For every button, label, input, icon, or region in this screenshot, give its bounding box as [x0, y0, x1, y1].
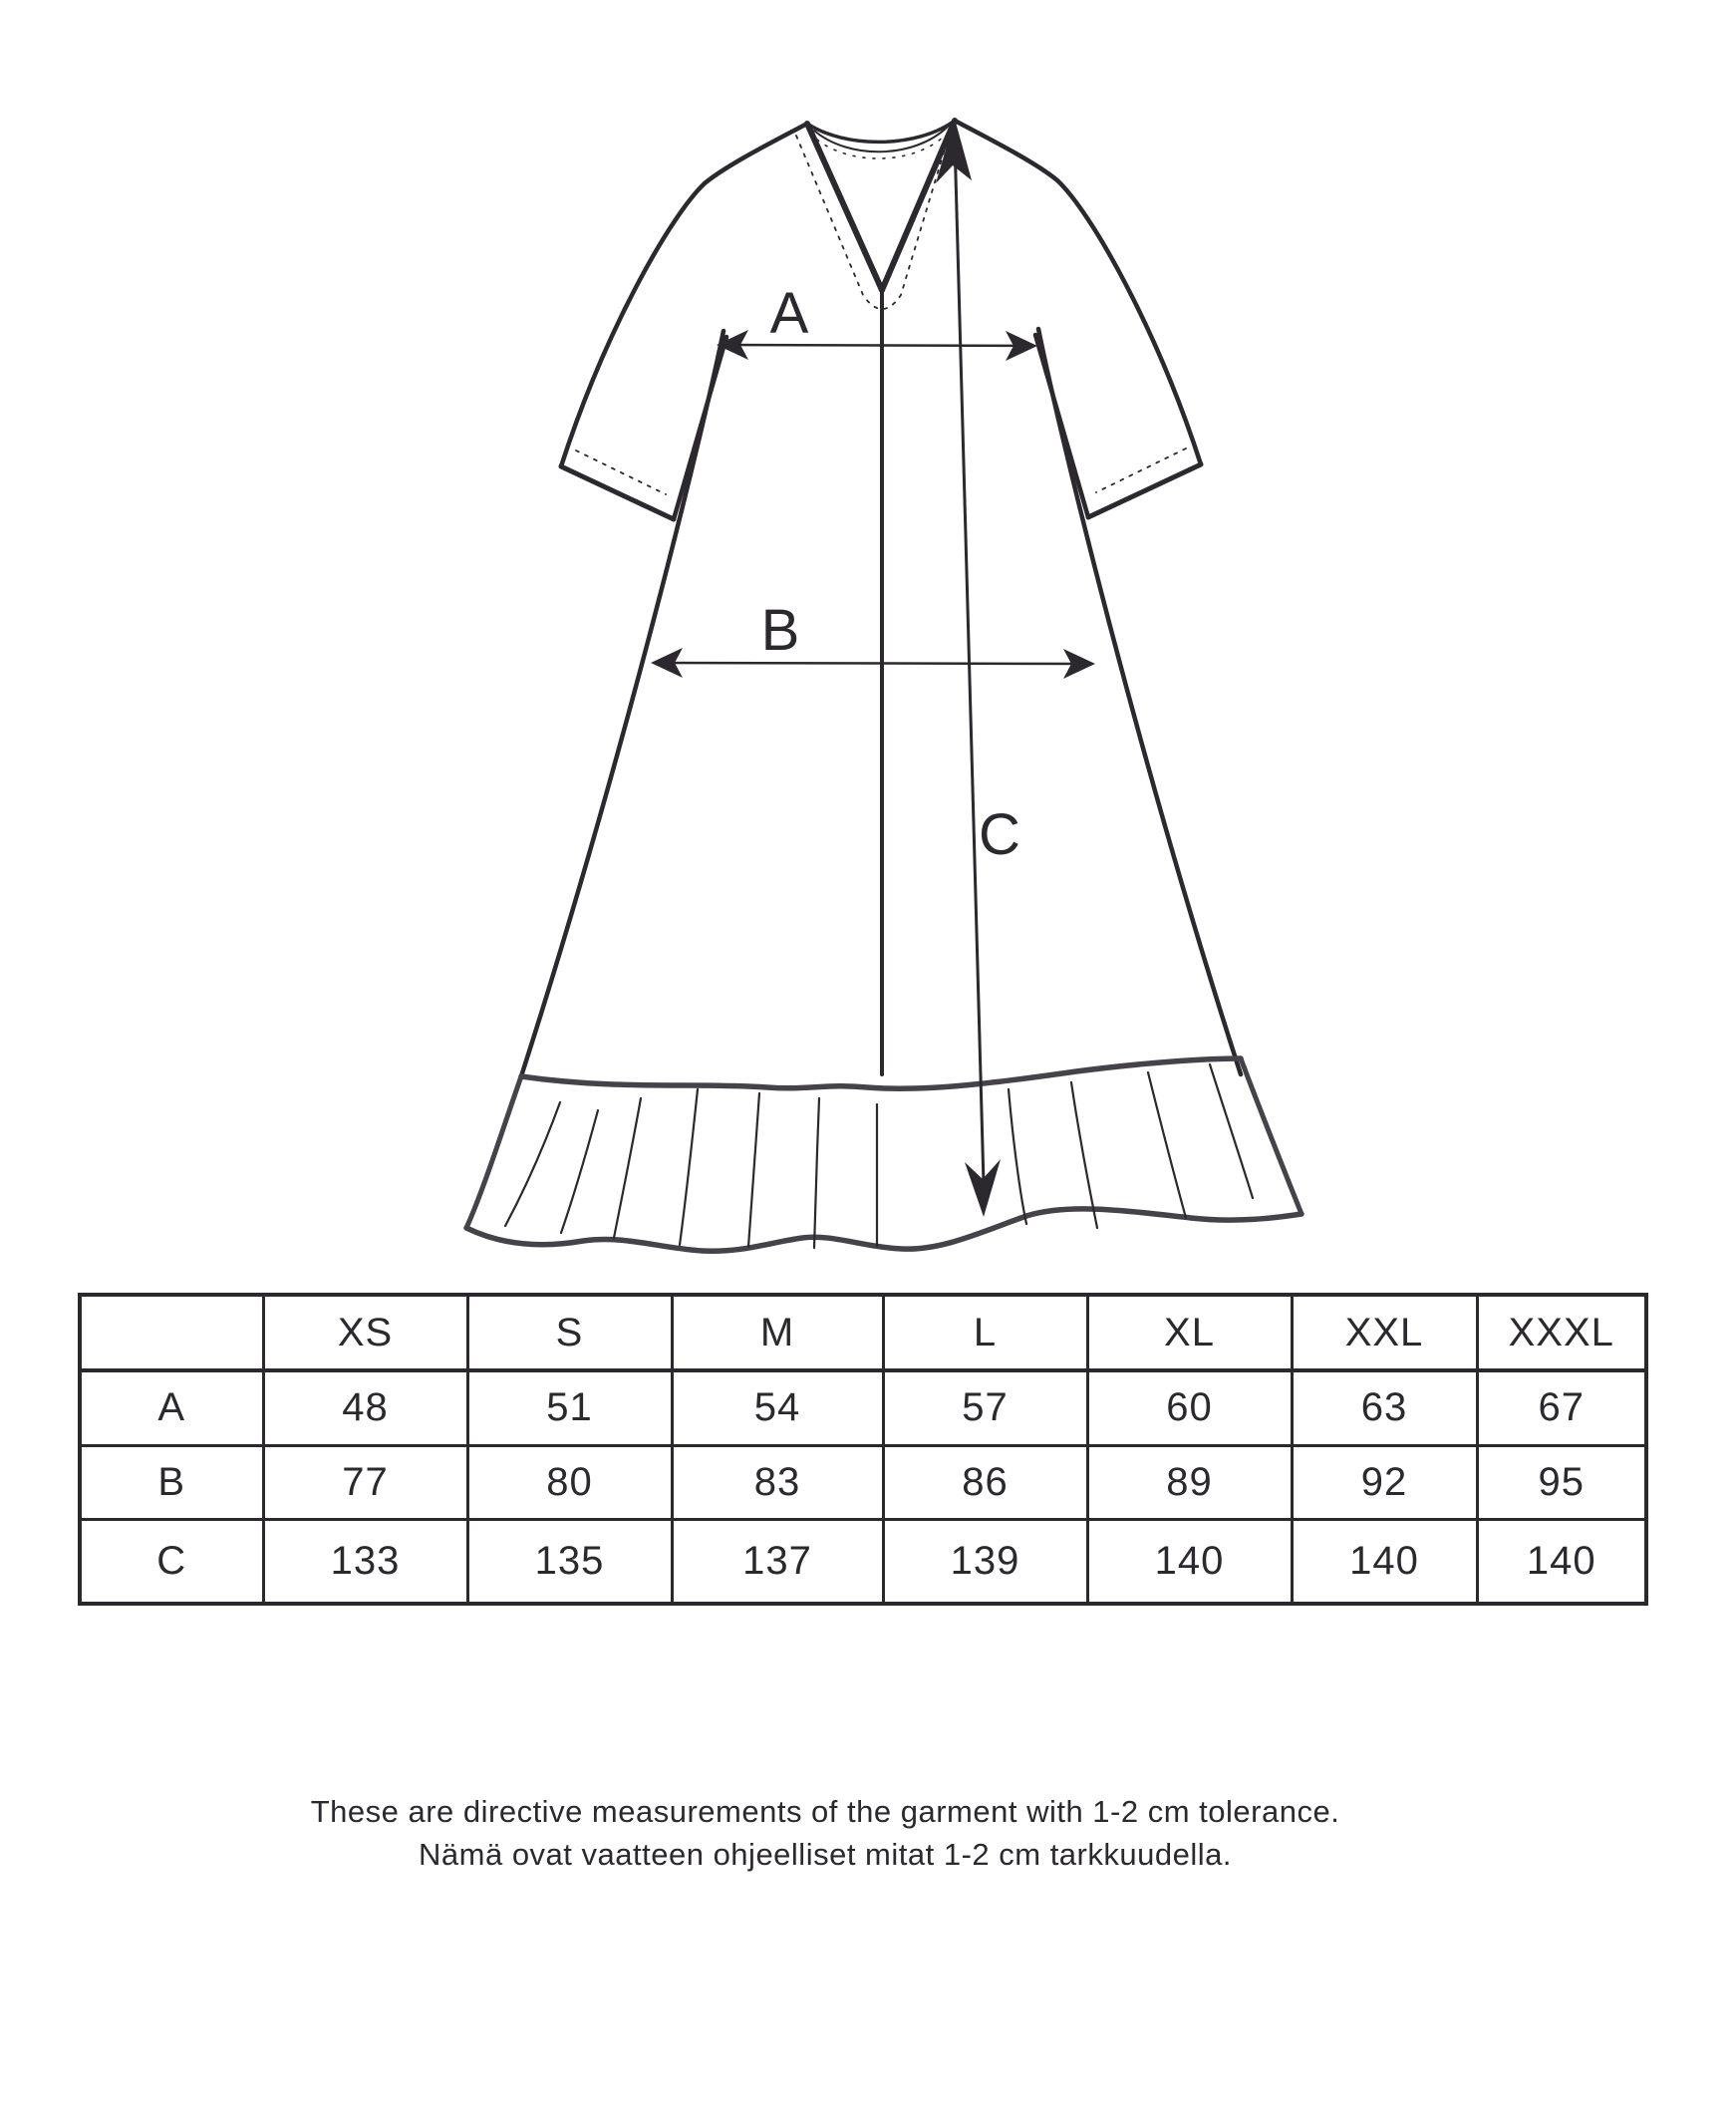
measurement-value: 80	[467, 1445, 672, 1519]
size-column-header: XXXL	[1477, 1295, 1646, 1370]
measurement-value: 86	[883, 1445, 1087, 1519]
measurement-row	[80, 1370, 1646, 1445]
measurement-value: 67	[1477, 1370, 1646, 1445]
measurement-label: B	[80, 1445, 263, 1519]
size-table-body	[80, 1370, 1646, 1604]
measurement-value: 51	[467, 1370, 672, 1445]
pleat-line	[680, 1089, 698, 1245]
right-cuff-edge	[1088, 464, 1201, 517]
measure-b-line	[654, 663, 1092, 664]
measure-a-line	[720, 345, 1034, 346]
measure-b-label: B	[760, 598, 800, 663]
measurement-row	[80, 1445, 1646, 1519]
measurement-label: C	[80, 1519, 263, 1604]
flounce-left-edge	[466, 1076, 521, 1228]
measurement-value: 48	[263, 1370, 467, 1445]
pleat-line	[814, 1098, 819, 1248]
measure-a-label: A	[769, 281, 809, 346]
measurement-value: 57	[883, 1370, 1087, 1445]
left-cuff-stitch-line	[576, 450, 666, 494]
pleat-line	[561, 1110, 598, 1233]
dress-outline	[521, 121, 1241, 1076]
right-shoulder-sleeve-outline	[955, 121, 1201, 464]
measurement-value: 60	[1087, 1370, 1292, 1445]
measurement-arrows	[651, 119, 1095, 1217]
right-side-seam	[1038, 329, 1241, 1074]
hem-line	[466, 1209, 1302, 1251]
measurement-value: 77	[263, 1445, 467, 1519]
size-column-header: S	[467, 1295, 672, 1370]
size-table-header-row	[80, 1295, 1646, 1370]
tolerance-note-fi: Nämä ovat vaatteen ohjeelliset mitat 1-2 cm tarkkuudella.	[419, 1837, 1232, 1872]
tolerance-note	[0, 1790, 1650, 1876]
measurement-value: 133	[263, 1519, 467, 1604]
pleat-line	[614, 1098, 641, 1238]
tolerance-note-en: These are directive measurements of the garment with 1-2 cm tolerance.	[310, 1794, 1340, 1829]
size-table-head	[80, 1295, 1646, 1370]
measurement-value: 137	[672, 1519, 883, 1604]
pleat-lines	[505, 1064, 1253, 1248]
pleat-line	[1148, 1072, 1186, 1218]
pleat-line	[1210, 1064, 1253, 1198]
corner-cell	[80, 1295, 263, 1370]
v-neck-right-edge	[882, 121, 955, 290]
measurement-value: 89	[1087, 1445, 1292, 1519]
left-side-seam	[521, 331, 723, 1076]
size-column-header: L	[883, 1295, 1087, 1370]
measurement-value: 139	[883, 1519, 1087, 1604]
measurement-value: 54	[672, 1370, 883, 1445]
measurement-value: 92	[1292, 1445, 1477, 1519]
back-neck-stitch-line	[817, 136, 945, 158]
size-column-header: M	[672, 1295, 883, 1370]
size-column-header: XS	[263, 1295, 467, 1370]
size-column-header: XXL	[1292, 1295, 1477, 1370]
left-cuff-edge	[561, 466, 674, 519]
measure-c-line	[955, 140, 984, 1184]
measurement-value: 83	[672, 1445, 883, 1519]
v-neck-left-edge	[807, 124, 882, 290]
back-neck-inner-curve	[814, 127, 948, 151]
right-cuff-stitch-line	[1096, 449, 1186, 492]
measurement-value: 135	[467, 1519, 672, 1604]
measurement-value: 95	[1477, 1445, 1646, 1519]
measure-c-label: C	[979, 802, 1020, 867]
pleat-line	[748, 1093, 759, 1247]
measurement-value: 140	[1087, 1519, 1292, 1604]
measurement-value: 140	[1477, 1519, 1646, 1604]
measurement-label: A	[80, 1370, 263, 1445]
measurement-row	[80, 1519, 1646, 1604]
pleat-line	[1071, 1082, 1097, 1228]
measurement-value: 63	[1292, 1370, 1477, 1445]
measurement-value: 140	[1292, 1519, 1477, 1604]
flounce	[466, 1058, 1302, 1251]
pleat-line	[1009, 1089, 1026, 1224]
size-column-header: XL	[1087, 1295, 1292, 1370]
pleat-line	[505, 1102, 560, 1226]
size-table	[78, 1293, 1648, 1606]
